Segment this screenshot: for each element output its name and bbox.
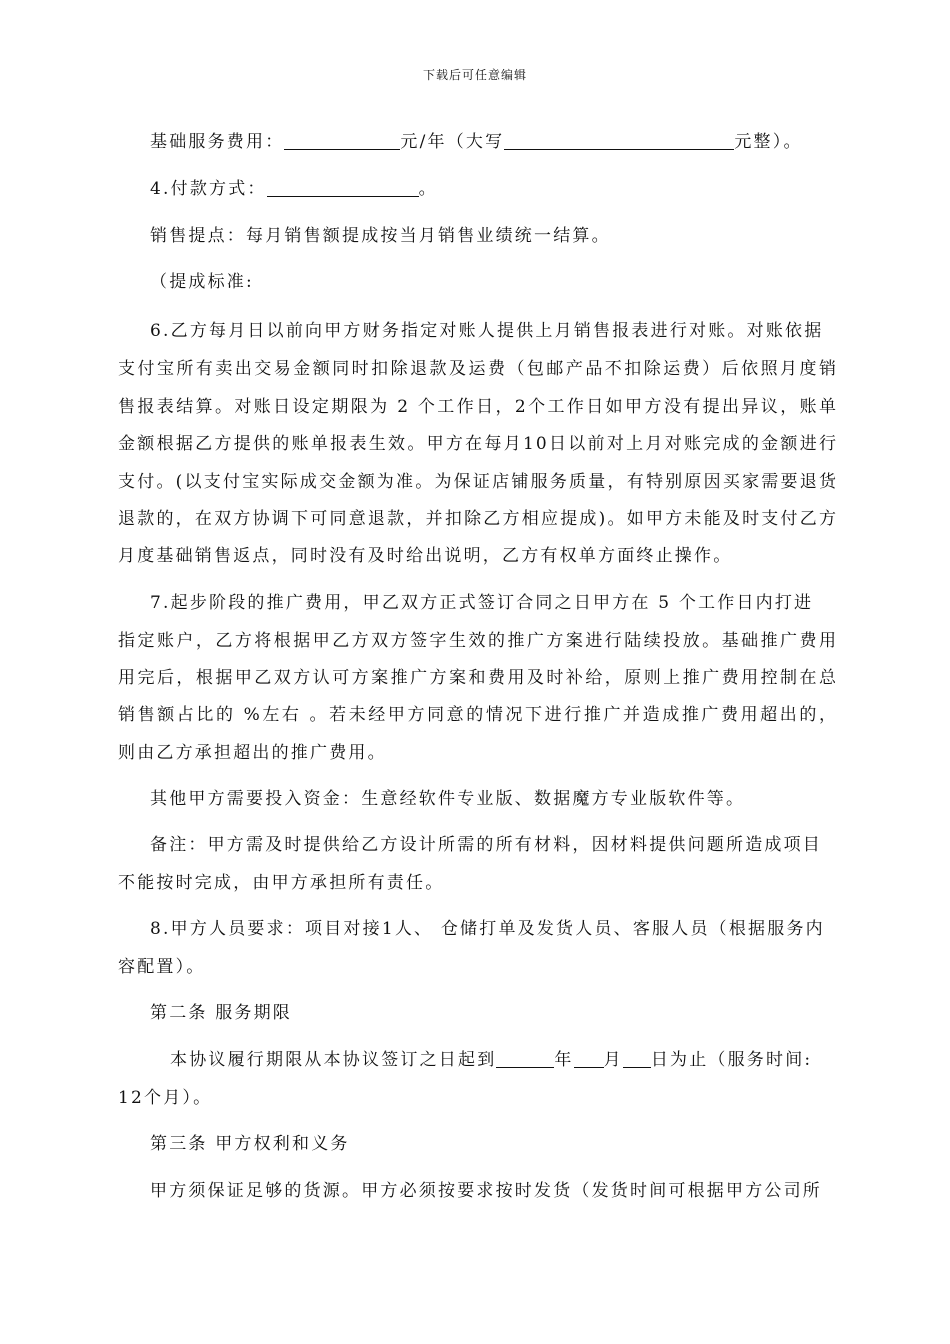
clause-6-line-2: 支付宝所有卖出交易金额同时扣除退款及运费（包邮产品不扣除运费）后依照月度销 — [118, 359, 838, 379]
remark-line-2: 不能按时完成，由甲方承担所有责任。 — [118, 873, 445, 893]
term-day-label: 日为止（服务时间: — [650, 1050, 813, 1070]
term-line-1 — [170, 1045, 812, 1070]
term-month-label: 月 — [603, 1050, 623, 1070]
page-header: 下载后可任意编辑 — [422, 68, 527, 82]
term-month-blank[interactable] — [574, 1049, 604, 1068]
term-year-blank[interactable] — [496, 1049, 554, 1068]
fee-unit: 元/年（大写 — [400, 132, 505, 152]
payment-suffix: 。 — [418, 179, 438, 199]
fee-suffix: 元整）。 — [734, 132, 803, 152]
fee-amount-blank[interactable] — [284, 131, 400, 150]
article-2-heading: 第二条 服务期限 — [150, 1003, 293, 1023]
remark-line-1: 备注：甲方需及时提供给乙方设计所需的所有材料，因材料提供问题所造成项目 — [150, 835, 822, 855]
clause-8-line-1: 8.甲方人员要求：项目对接1人、 仓储打单及发货人员、客服人员（根据服务内 — [150, 919, 825, 939]
clause-6-line-5: 支付。(以支付宝实际成交金额为准。为保证店铺服务质量，有特别原因买家需要退货 — [118, 472, 838, 492]
commission-standard-line: （提成标准: — [150, 272, 254, 292]
clause-6-line-3: 售报表结算。对账日设定期限为 2 个工作日，2个工作日如甲方没有提出异议，账单 — [118, 397, 838, 417]
service-fee-line — [150, 127, 803, 152]
clause-6-line-1: 6.乙方每月日以前向甲方财务指定对账人提供上月销售报表进行对账。对账依据 — [150, 321, 824, 341]
payment-label: 4.付款方式： — [150, 179, 267, 199]
fee-label: 基础服务费用： — [150, 132, 285, 152]
fee-capital-blank[interactable] — [504, 131, 734, 150]
clause-7-line-1: 7.起步阶段的推广费用，甲乙双方正式签订合同之日甲方在 5 个工作日内打进 — [150, 593, 814, 613]
clause-6-line-7: 月度基础销售返点，同时没有及时给出说明，乙方有权单方面终止操作。 — [118, 546, 733, 566]
clause-7-line-3: 用完后，根据甲乙双方认可方案推广方案和费用及时补给，原则上推广费用控制在总 — [118, 668, 838, 688]
clause-7-line-5: 则由乙方承担超出的推广费用。 — [118, 743, 387, 763]
sales-commission-line: 销售提点：每月销售额提成按当月销售业绩统一结算。 — [150, 226, 611, 246]
payment-method-line — [150, 174, 438, 199]
term-day-blank[interactable] — [623, 1049, 651, 1068]
clause-8-line-2: 容配置）。 — [118, 957, 206, 977]
term-year-label: 年 — [554, 1050, 574, 1070]
payment-blank[interactable] — [267, 178, 419, 197]
article-3-line-1: 甲方须保证足够的货源。甲方必须按要求按时发货（发货时间可根据甲方公司所 — [150, 1181, 822, 1201]
term-label: 本协议履行期限从本协议签订之日起到 — [170, 1050, 497, 1070]
clause-6-line-6: 退款的，在双方协调下可同意退款，并扣除乙方相应提成)。如甲方未能及时支付乙方 — [118, 509, 838, 529]
clause-7-line-4: 销售额占比的 %左右 。若未经甲方同意的情况下进行推广并造成推广费用超出的， — [118, 705, 838, 725]
clause-6-line-4: 金额根据乙方提供的账单报表生效。甲方在每月10日以前对上月对账完成的金额进行 — [118, 434, 838, 454]
other-investment-line: 其他甲方需要投入资金：生意经软件专业版、数据魔方专业版软件等。 — [150, 789, 746, 809]
clause-7-line-2: 指定账户，乙方将根据甲乙方双方签字生效的推广方案进行陆续投放。基础推广费用 — [118, 631, 838, 651]
article-3-heading: 第三条 甲方权利和义务 — [150, 1134, 350, 1154]
term-line-2: 12个月）。 — [118, 1088, 213, 1108]
